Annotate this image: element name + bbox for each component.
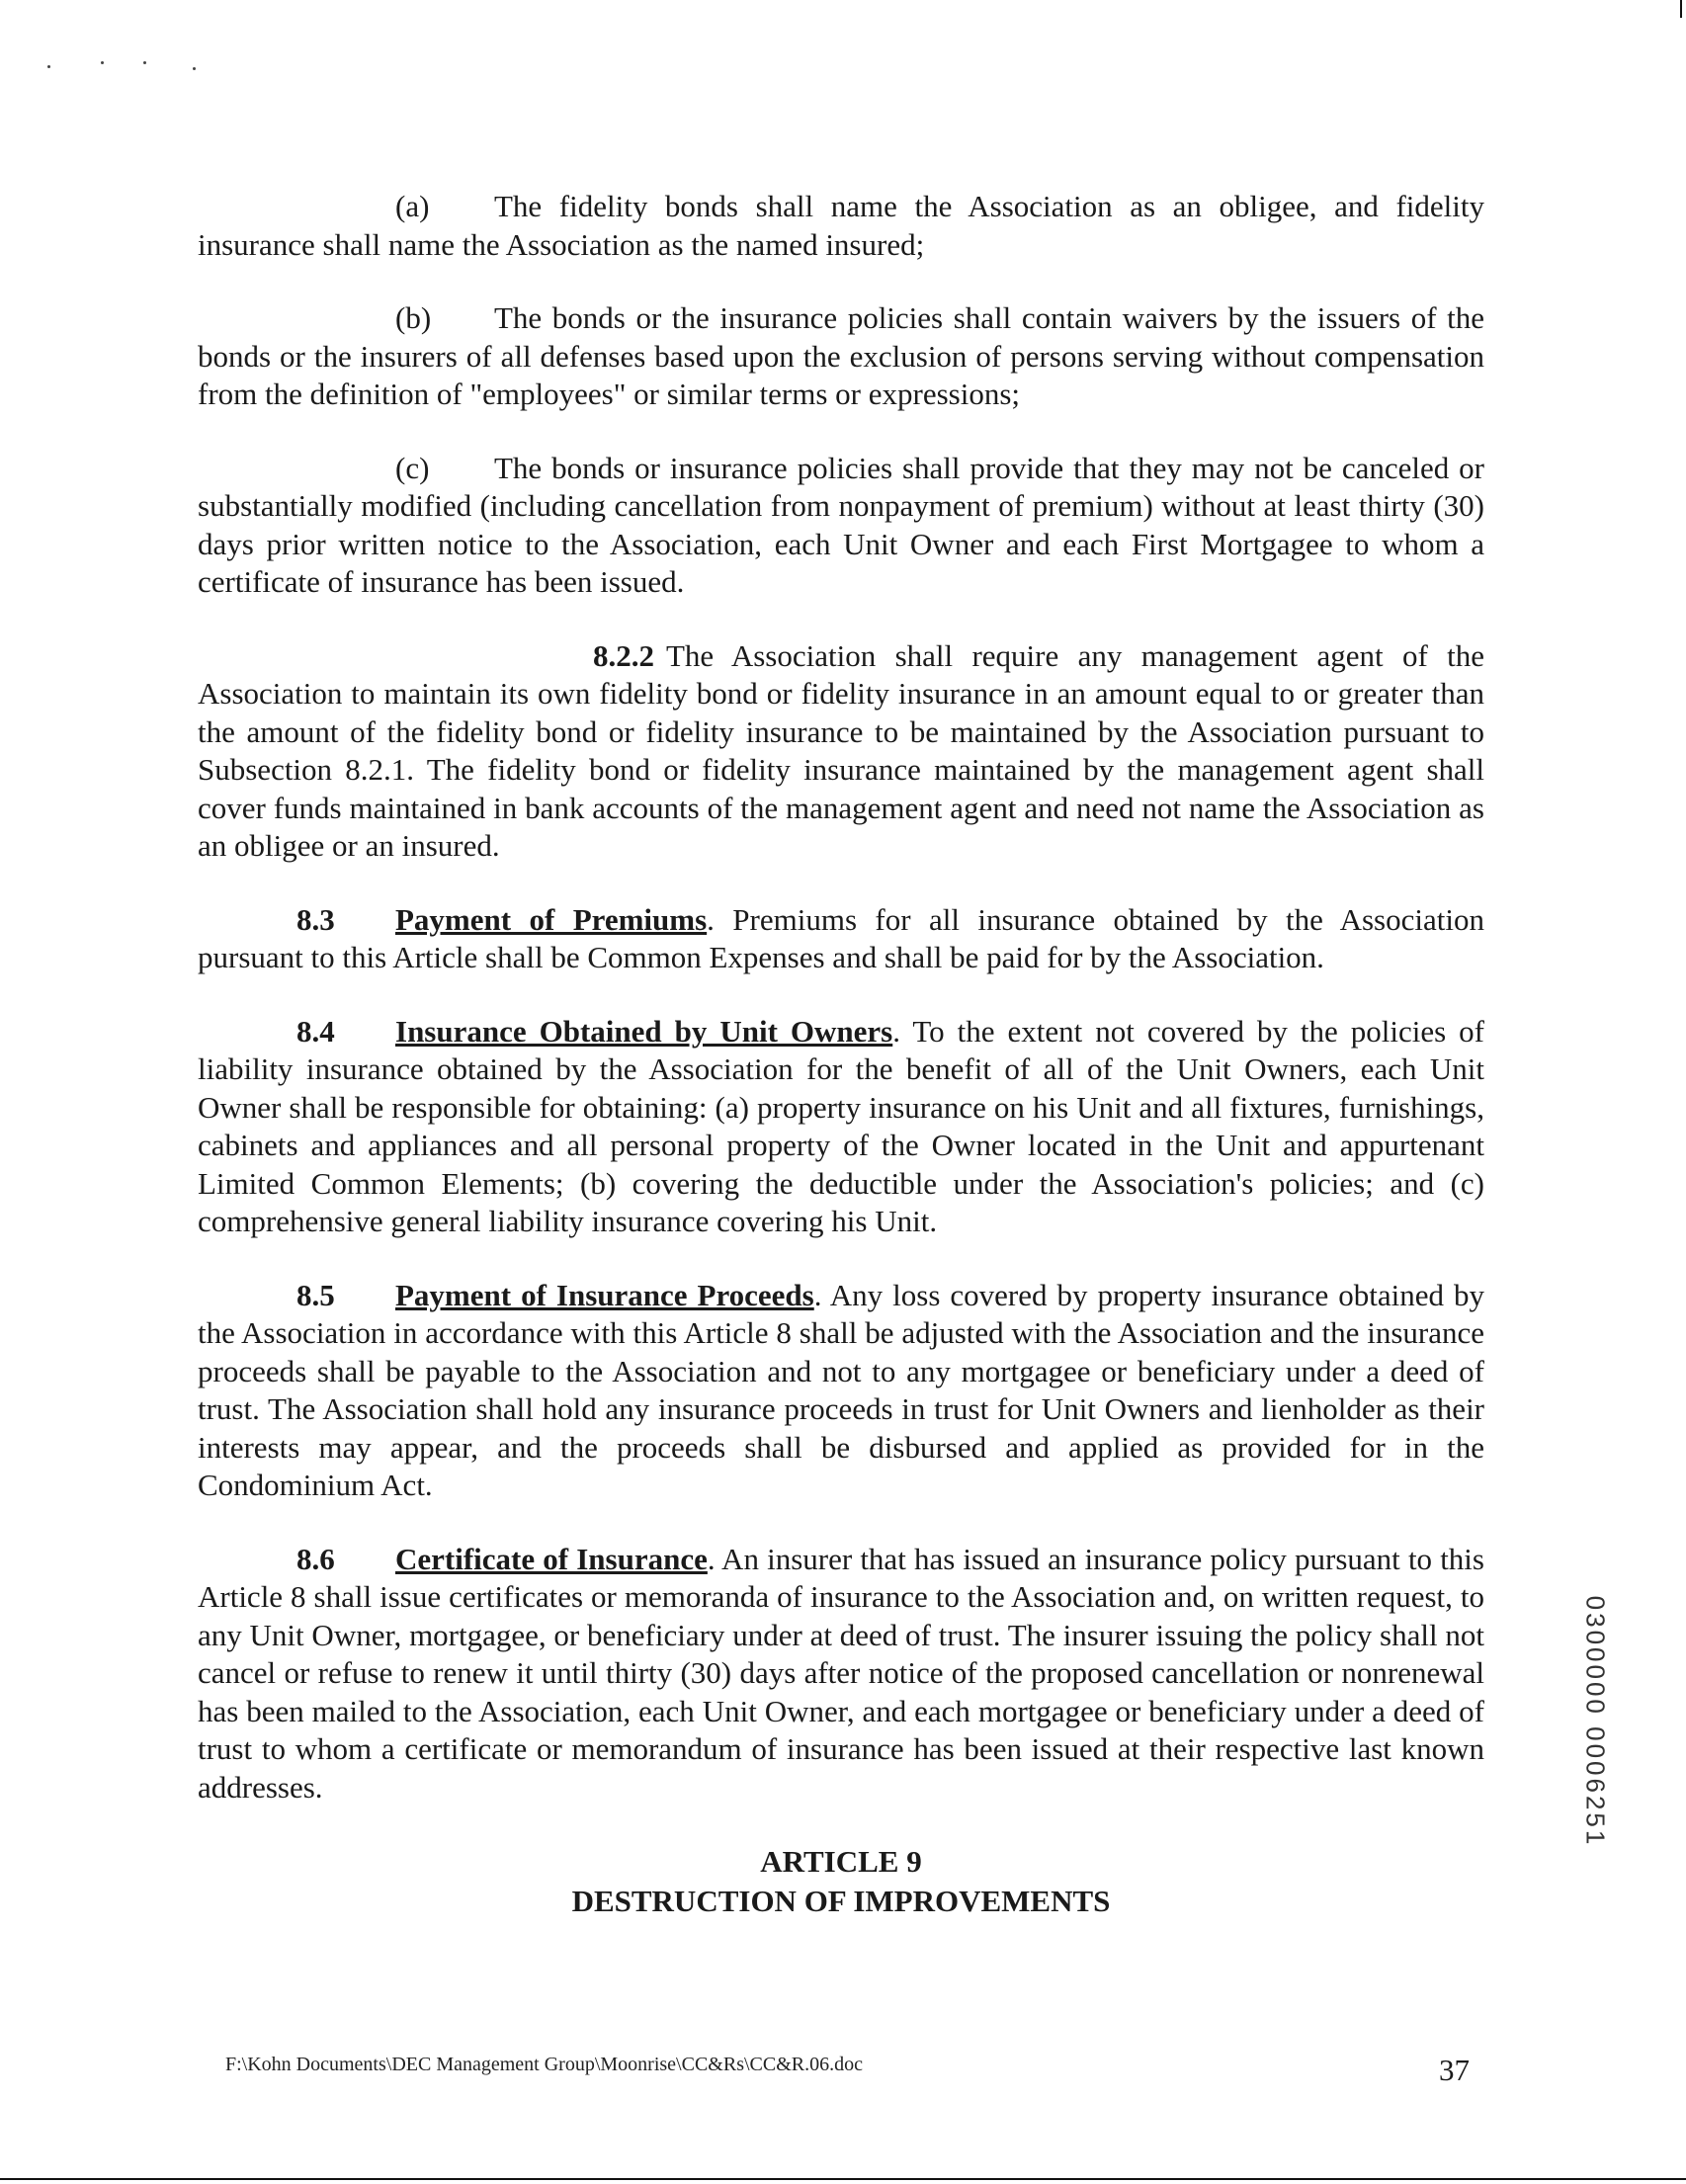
document-body	[198, 188, 1484, 1921]
section-heading: Payment of Insurance Proceeds	[395, 1277, 814, 1312]
paragraph-text: The fidelity bonds shall name the Association as an obligee, and fidelity insurance shall name the Association as the named insured;	[198, 189, 1484, 262]
section-8-6	[198, 1541, 1484, 1807]
paragraph-c	[198, 450, 1484, 602]
section-number: 8.2.2	[593, 637, 654, 673]
section-number: 8.4	[296, 1013, 335, 1049]
section-number: 8.3	[296, 901, 335, 937]
scan-speck	[193, 67, 196, 70]
scan-edge-top-right	[1680, 0, 1682, 18]
paragraph-b	[198, 299, 1484, 414]
article-heading	[198, 1842, 1484, 1921]
paragraph-text: The Association shall require any management agent of the Association to maintain its own fidelity bond or fidelity insurance in an amount equal to or greater than the amount of the fidelity bond or fidelity insurance to be maintained by the Association pursuant to Subsection 8.2.1. The fidelity bond or fidelity insurance maintained by the management agent shall cover funds maintained in bank accounts of the management agent and need not name the Association as an obligee or an insured.	[198, 637, 1484, 863]
scan-speck	[47, 65, 50, 68]
paragraph-a	[198, 188, 1484, 264]
section-heading: Payment of Premiums	[395, 901, 708, 937]
scan-edge-bottom	[0, 2178, 1686, 2180]
paragraph-text: . To the extent not covered by the policies of liability insurance obtained by the Association for the benefit of all of the Unit Owners, each Unit Owner shall be responsible for obtaining: (a) property insurance on his Unit and all fixtures, furnishings, cabinets and appliances and all personal property of the Owner located in the Unit and appurtenant Limited Common Elements; (b) covering the deductible under the Association's policies; and (c) comprehensive general liability insurance covering his Unit.	[198, 1013, 1484, 1238]
section-8-3	[198, 901, 1484, 977]
article-title: DESTRUCTION OF IMPROVEMENTS	[571, 1884, 1111, 1918]
bates-stamp	[1575, 1593, 1615, 1850]
paragraph-marker: (a)	[395, 189, 430, 223]
paragraph-marker: (b)	[395, 300, 432, 335]
footer-file-path: F:\Kohn Documents\DEC Management Group\Moonrise\CC&Rs\CC&R.06.doc	[225, 2054, 863, 2075]
paragraph-text: The bonds or the insurance policies shall contain waivers by the issuers of the bonds or the insurers of all defenses based upon the exclusion of persons serving without compensation from the definition of "employees" or similar terms or expressions;	[198, 300, 1484, 411]
section-number: 8.6	[296, 1541, 335, 1576]
article-number: ARTICLE 9	[760, 1844, 922, 1879]
paragraph-text: . An insurer that has issued an insurance policy pursuant to this Article 8 shall issue certificates or memoranda of insurance to the Association and, on written request, to any Unit Owner, mortgagee, or beneficiary under at deed of trust. The insurer issuing the policy shall not cancel or refuse to renew it until thirty (30) days after notice of the proposed cancellation or nonrenewal has been mailed to the Association, each Unit Owner, and each mortgagee or beneficiary under a deed of trust to whom a certificate or memorandum of insurance has been issued at their respective last known addresses.	[198, 1541, 1484, 1805]
paragraph-text: . Any loss covered by property insurance obtained by the Association in accordance with this Article 8 shall be adjusted with the Association and the insurance proceeds shall be payable to the Association and not to any mortgagee or beneficiary under a deed of trust. The Association shall hold any insurance proceeds in trust for Unit Owners and lienholder as their interests may appear, and the proceeds shall be disbursed and applied as provided for in the Condominium Act.	[198, 1277, 1484, 1502]
scan-speck	[143, 61, 146, 64]
section-8-4	[198, 1013, 1484, 1241]
section-8-5	[198, 1277, 1484, 1505]
paragraph-text: . Premiums for all insurance obtained by the Association pursuant to this Article shall be Common Expenses and shall be paid for by the Association.	[198, 901, 1484, 974]
section-heading: Certificate of Insurance	[395, 1541, 708, 1576]
page-number: 37	[1439, 2053, 1470, 2087]
subsection-8-2-2	[198, 637, 1484, 866]
paragraph-marker: (c)	[395, 450, 430, 485]
section-number: 8.5	[296, 1277, 335, 1312]
bates-stamp-text: 0300000 0006251	[1580, 1595, 1611, 1848]
section-heading: Insurance Obtained by Unit Owners	[395, 1013, 893, 1049]
paragraph-text: The bonds or insurance policies shall provide that they may not be canceled or substantially modified (including cancellation from nonpayment of premium) without at least thirty (30) days prior written notice to the Association, each Unit Owner and each First Mortgagee to whom a certificate of insurance has been issued.	[198, 450, 1484, 599]
scan-speck	[101, 61, 104, 64]
